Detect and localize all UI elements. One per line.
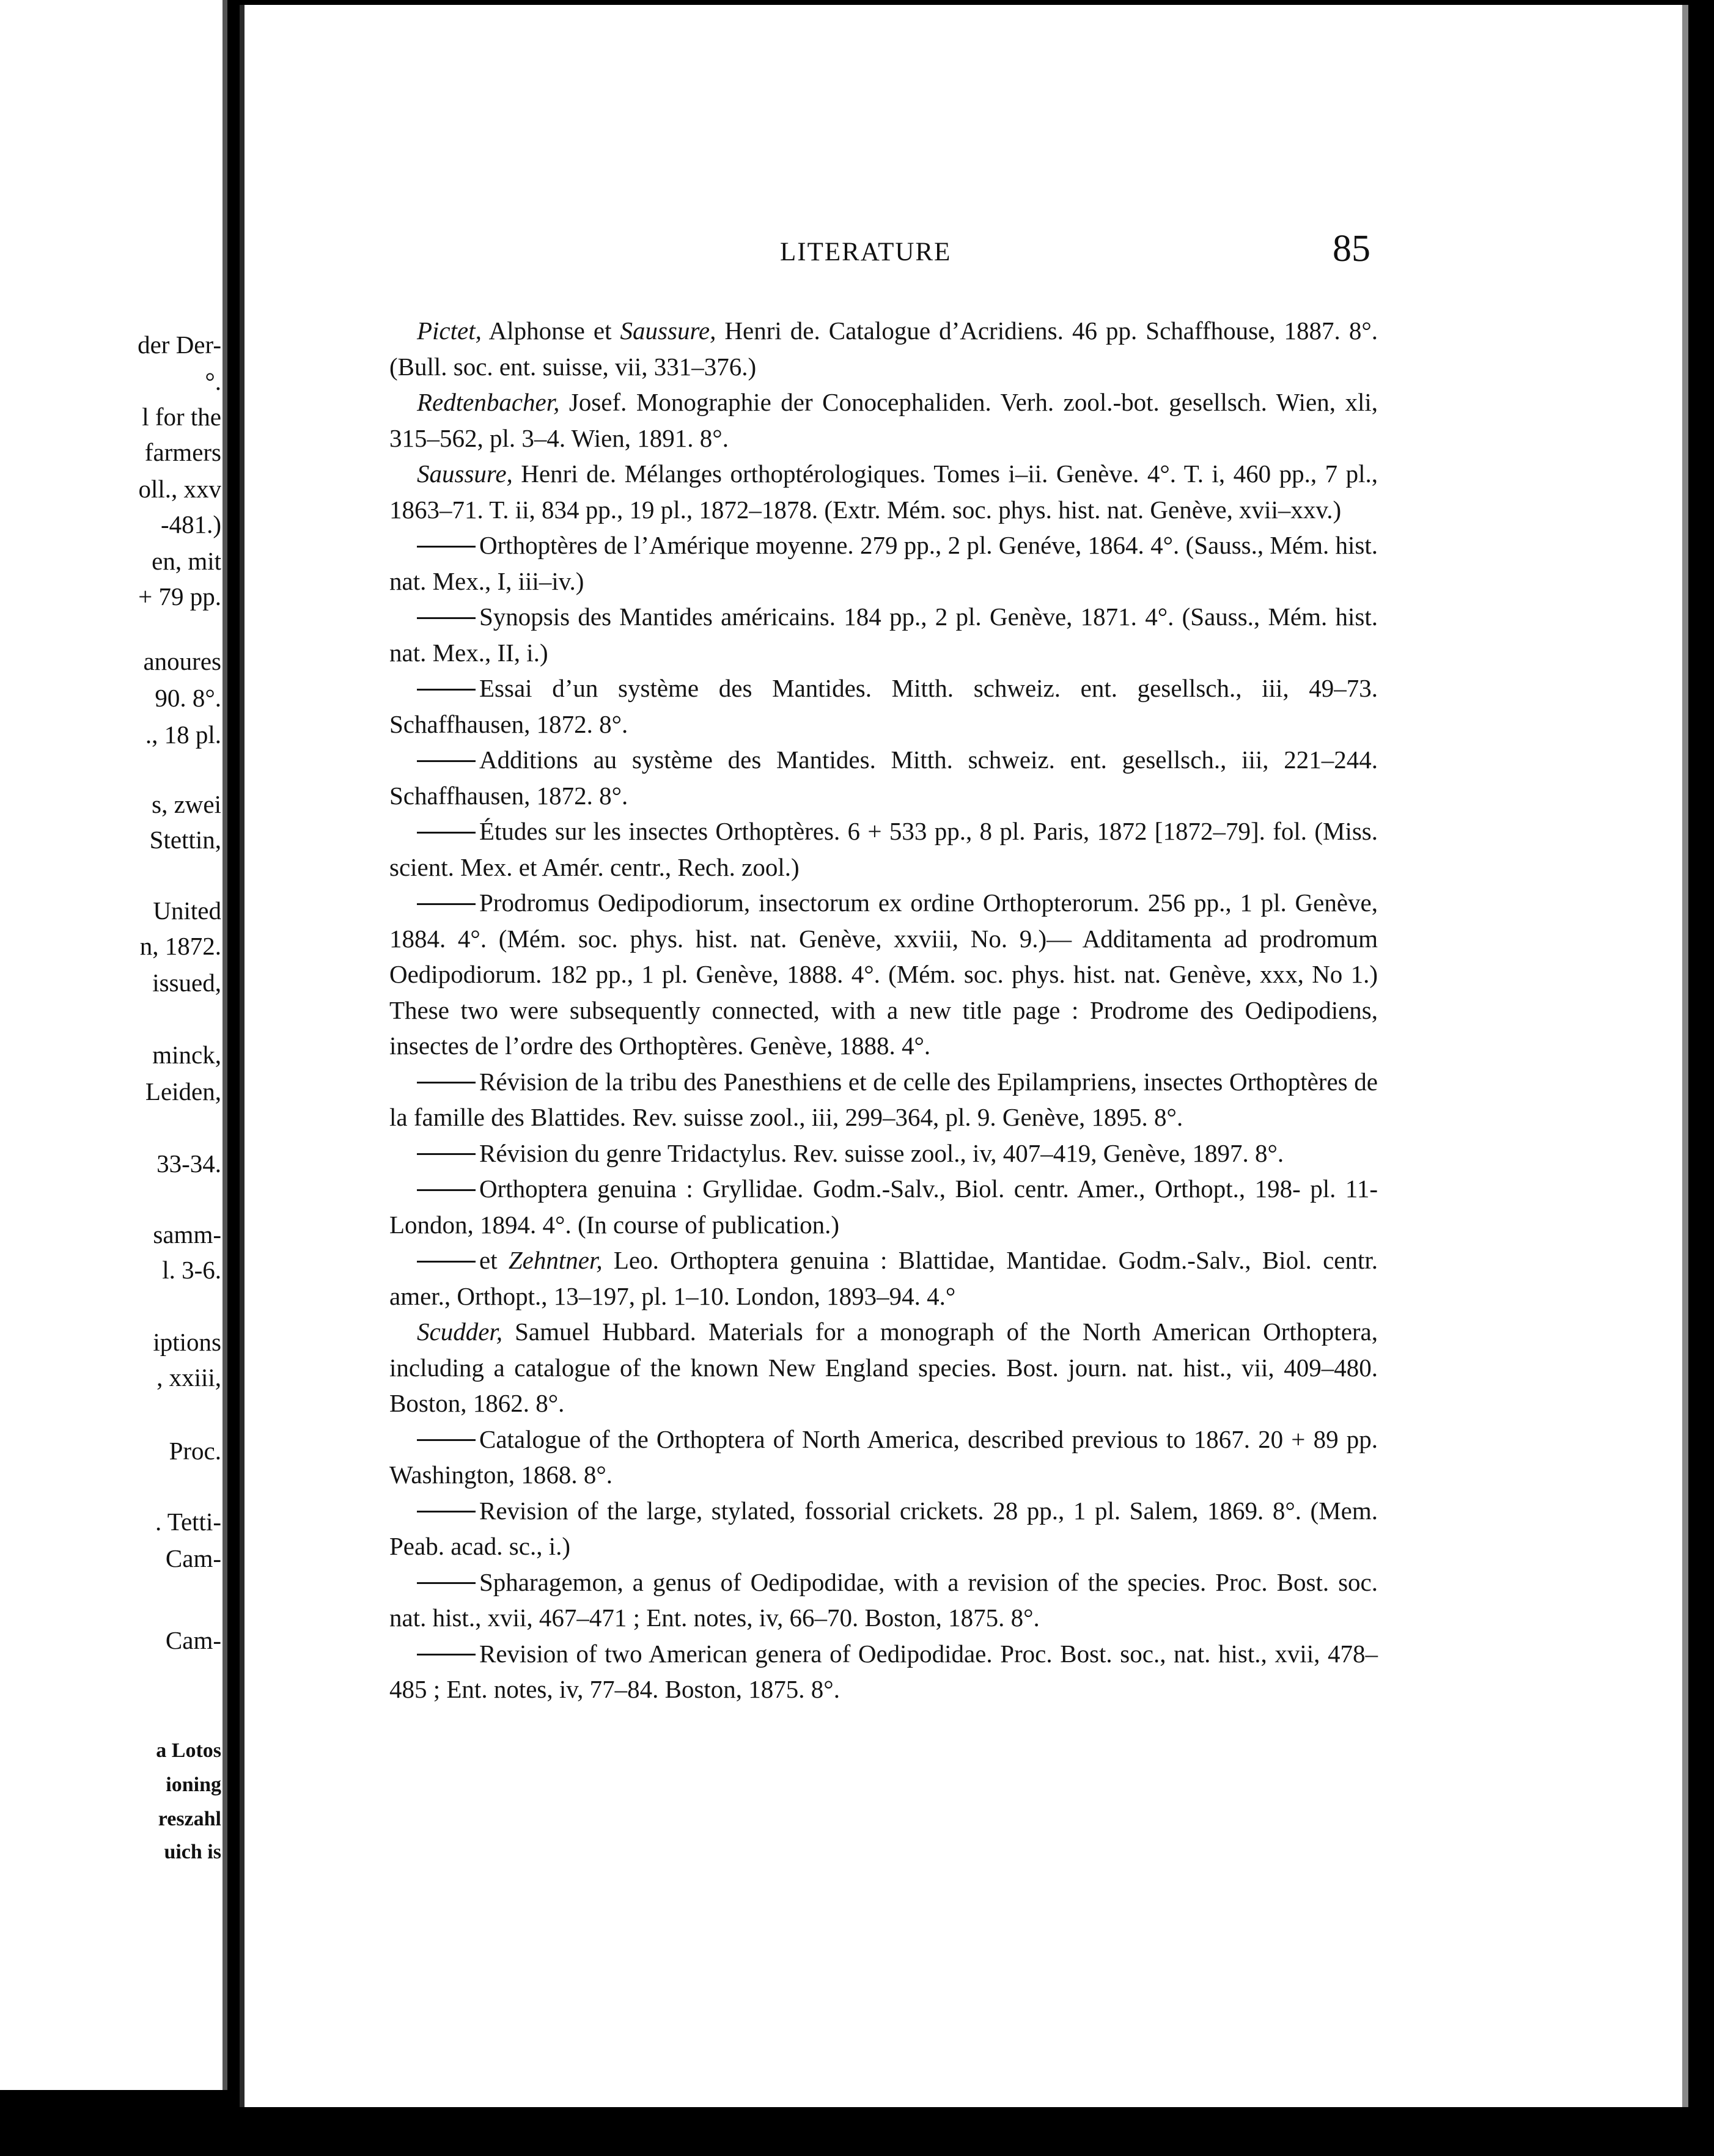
left-page-fragment: + 79 pp. [138,582,221,610]
left-page-edge [0,0,227,2090]
ditto-rule [417,689,476,691]
bibliography-entries [389,313,1378,1707]
entry-author: Saussure, [417,460,513,488]
bibliography-entry [389,1135,1378,1172]
bibliography-entry [389,527,1378,599]
page-bottom-edge [240,2107,1694,2156]
left-page-fragment: United [153,897,221,925]
ditto-rule [417,1153,476,1155]
bibliography-entry [389,885,1378,1064]
ditto-rule [417,903,476,905]
entry-text: Additions au système des Mantides. Mitth. schweiz. ent. gesellsch., iii, 221–244. Schaffhausen, 1872. 8°. [389,746,1378,810]
left-page-fragment: Leiden, [145,1077,221,1106]
left-page-fragment: farmers [144,438,221,466]
entry-text: Essai d’un système des Mantides. Mitth. schweiz. ent. gesellsch., iii, 49–73. Schaffhausen, 1872. 8°. [389,674,1378,738]
entry-text: Orthoptères de l’Amérique moyenne. 279 pp., 2 pl. Genéve, 1864. 4°. (Sauss., Mém. hist. nat. Mex., I, iii–iv.) [389,531,1378,595]
page-number: 85 [1333,228,1370,270]
left-page-fragment: s, zwei [152,790,221,818]
left-page-fragment: a Lotos [156,1739,221,1762]
bibliography-entry [389,742,1378,813]
bibliography-entry [389,456,1378,527]
entry-text: Henri de. Catalogue d’Acridiens. 46 pp. Schaffhouse, 1887. 8°. (Bull. soc. ent. suisse, vii, 331–376.) [389,317,1378,381]
ditto-rule [417,1261,476,1263]
left-page-fragment: issued, [152,969,221,997]
left-page-fragment: uich is [164,1841,221,1863]
entry-coauthor: Saussure, [620,317,716,345]
entry-prefix: et [479,1246,509,1274]
ditto-rule [417,1082,476,1084]
left-page-fragment: anoures [143,647,221,675]
left-page-fragment: n, 1872. [139,932,221,960]
entry-text: Samuel Hubbard. Materials for a monograph of the North American Orthoptera, including a catalogue of the known New England species. Bost. journ. nat. hist., vii, 409–480. Boston, 1862. 8°. [389,1318,1378,1417]
bibliography-entry [389,813,1378,885]
entry-author: Zehntner, [508,1246,603,1274]
left-page-fragment: -481.) [160,510,221,538]
bibliography-entry [389,1564,1378,1636]
left-page-fragment: reszahl [158,1808,221,1830]
ditto-rule [417,617,476,619]
entry-text: Révision de la tribu des Panesthiens et de celle des Epilampriens, insectes Orthoptères de la famille des Blattides. Rev. suisse zool., iii, 299–364, pl. 9. Genève, 1895. 8°. [389,1067,1378,1131]
bibliography-entry [389,599,1378,670]
left-page-fragment: l for the [142,403,221,431]
bibliography-entry [389,313,1378,384]
ditto-rule [417,1654,476,1656]
entry-text: Leo. Orthoptera genuina : Blattidae, Mantidae. Godm.-Salv., Biol. centr. amer., Orthopt., 13–197, pl. 1–10. London, 1893–94. 4.° [389,1246,1378,1310]
bibliography-entry [389,1636,1378,1707]
entry-text: Études sur les insectes Orthoptères. 6 + 533 pp., 8 pl. Paris, 1872 [1872–79]. fol. (Miss. scient. Mex. et Amér. centr., Rech. zool.) [389,817,1378,881]
ditto-rule [417,1511,476,1513]
entry-text: Henri de. Mélanges orthoptérologiques. Tomes i–ii. Genève. 4°. T. i, 460 pp., 7 pl., 1863–71. T. ii, 834 pp., 19 pl., 1872–1878. (Extr. Mém. soc. phys. hist. nat. Genève, xvii–xxv.) [389,460,1378,524]
ditto-rule [417,546,476,548]
ditto-rule [417,832,476,834]
entry-text: Spharagemon, a genus of Oedipodidae, with a revision of the species. Proc. Bost. soc. nat. hist., xvii, 467–471 ; Ent. notes, iv, 66–70. Boston, 1875. 8°. [389,1568,1378,1632]
bibliography-entry [389,1493,1378,1564]
left-page-fragment: en, mit [152,547,221,575]
bibliography-entry [389,1242,1378,1314]
ditto-rule [417,1439,476,1441]
entry-text: Synopsis des Mantides américains. 184 pp., 2 pl. Genève, 1871. 4°. (Sauss., Mém. hist. nat. Mex., II, i.) [389,603,1378,667]
left-page-fragment: ioning [166,1773,221,1796]
bibliography-entry [389,1171,1378,1242]
ditto-rule [417,760,476,762]
left-page-fragment: , xxiii, [156,1363,221,1392]
bibliography-entry [389,1421,1378,1493]
left-page-fragment: l. 3-6. [162,1256,221,1284]
left-page-gutter [223,0,227,2090]
ditto-rule [417,1582,476,1584]
entry-text: Catalogue of the Orthoptera of North America, described previous to 1867. 20 + 89 pp. Washington, 1868. 8°. [389,1425,1378,1489]
left-page-fragment: iptions [153,1328,221,1356]
left-page-fragment: oll., xxv [138,475,221,503]
left-page-fragment: samm- [153,1220,221,1248]
left-page-fragment: der Der- [138,331,221,359]
left-page-fragment: °. [205,367,221,395]
entry-author-join: Alphonse et [481,317,620,345]
scan-right-margin [1688,0,1714,2156]
left-page-fragment: Cam- [165,1626,221,1654]
entry-author: Pictet, [417,317,482,345]
ditto-rule [417,1189,476,1191]
left-page-fragment: Cam- [165,1544,221,1572]
left-page-fragment: 90. 8°. [155,684,221,712]
entry-text: Orthoptera genuina : Gryllidae. Godm.-Salv., Biol. centr. Amer., Orthopt., 198- pl. 11- London, 1894. 4°. (In course of publication.) [389,1175,1378,1239]
entry-text: Révision du genre Tridactylus. Rev. suisse zool., iv, 407–419, Genève, 1897. 8°. [479,1138,1284,1167]
left-page-fragment: 33-34. [156,1150,221,1178]
bibliography-entry [389,384,1378,456]
bibliography-entry [389,670,1378,742]
entry-text: Prodromus Oedipodiorum, insectorum ex ordine Orthopterorum. 256 pp., 1 pl. Genève, 1884. 4°. (Mém. soc. phys. hist. nat. Genève, xxviii, No. 9.)— Additamenta ad prodromum Oedipodiorum. 182 pp., 1 pl. Genève, 1888. 4°. (Mém. soc. phys. hist. nat. Genève, xxx, No 1.) These two were subsequently connected, with a new title page : Prodrome des Oedipodiens, insectes de l’ordre des Orthoptères. Genève, 1888. 4°. [389,889,1378,1060]
left-page-fragment: Proc. [169,1437,221,1465]
entry-author: Redtenbacher, [417,388,560,416]
bibliography-entry [389,1064,1378,1135]
left-page-fragment: . Tetti- [155,1508,221,1536]
left-page-fragment: ., 18 pl. [145,721,221,749]
bibliography-entry [389,1314,1378,1421]
entry-text: Revision of the large, stylated, fossorial crickets. 28 pp., 1 pl. Salem, 1869. 8°. (Mem. Peab. acad. sc., i.) [389,1496,1378,1560]
entry-text: Revision of two American genera of Oedipodidae. Proc. Bost. soc., nat. hist., xvii, 478–485 ; Ent. notes, iv, 77–84. Boston, 1875. 8°. [389,1639,1378,1703]
left-page-fragment: minck, [152,1041,221,1069]
running-head: LITERATURE [780,238,952,266]
entry-author: Scudder, [417,1318,503,1346]
left-page-fragment: Stettin, [149,826,221,854]
entry-text: Josef. Monographie der Conocephaliden. Verh. zool.-bot. gesellsch. Wien, xli, 315–562, pl. 3–4. Wien, 1891. 8°. [389,388,1378,452]
